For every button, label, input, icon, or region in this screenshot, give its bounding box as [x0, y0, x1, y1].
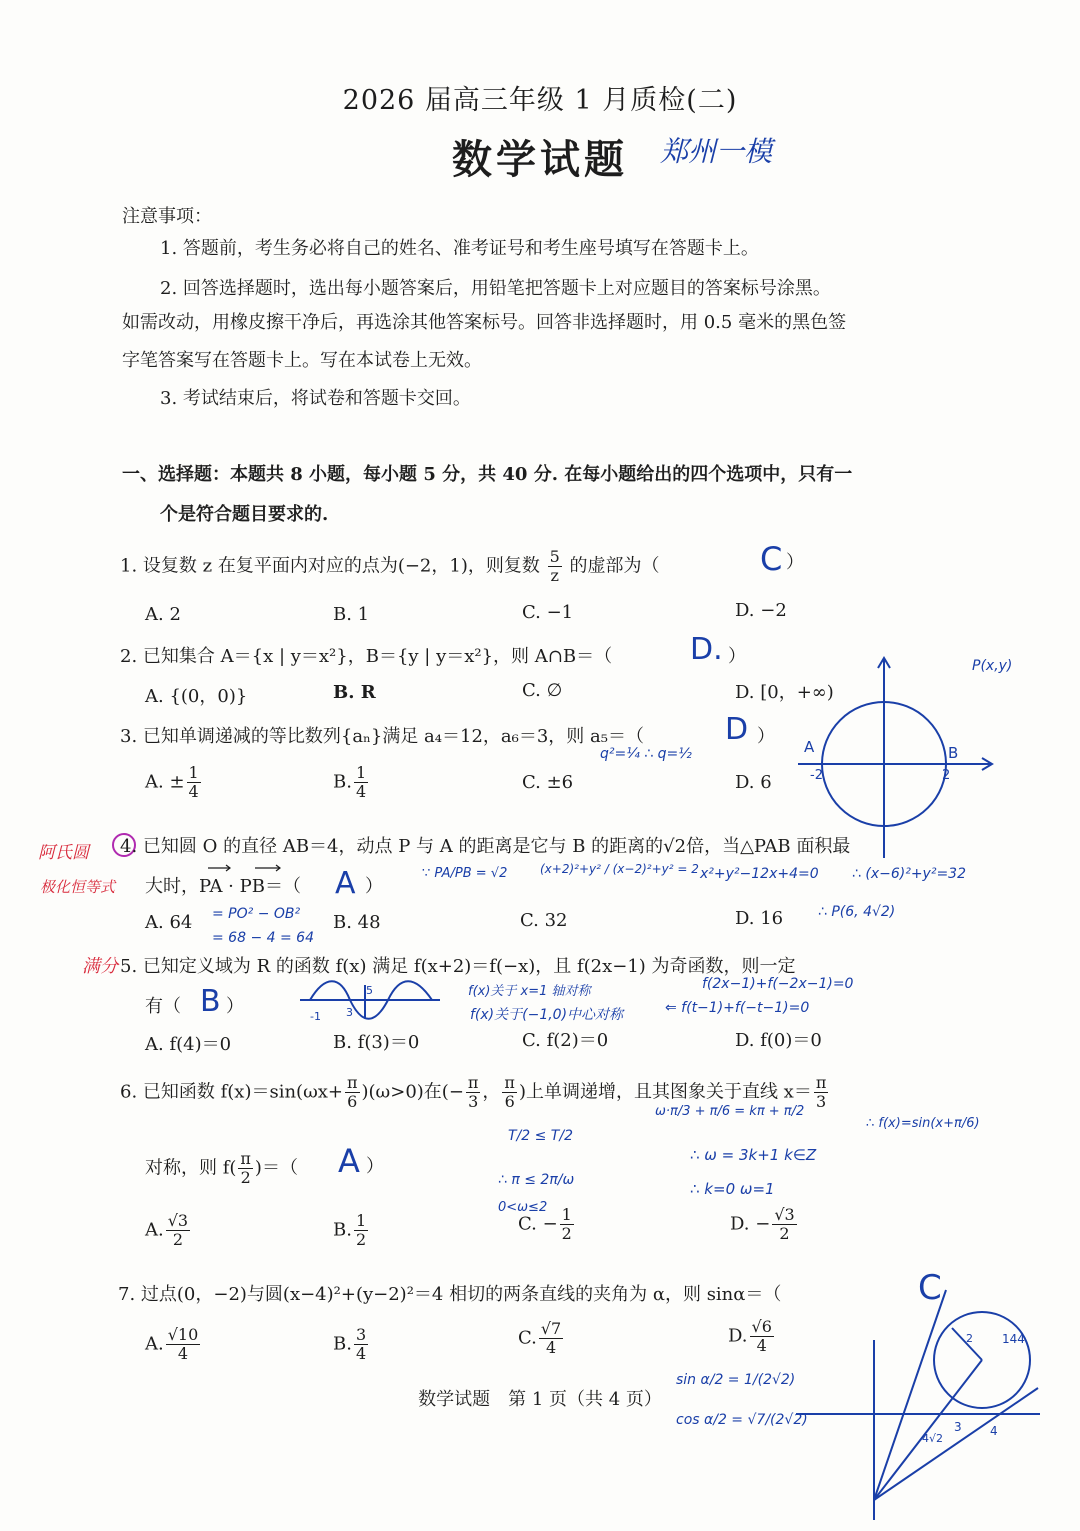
q1-paren-close: ） — [786, 552, 804, 573]
tangent-label-2: 2 — [966, 1332, 973, 1345]
q6-frac-pi6b-num: π — [504, 1073, 515, 1092]
tangent-label-4rt2: 4√2 — [922, 1432, 944, 1445]
q6-option-a-den: 2 — [172, 1230, 184, 1249]
q6-frac-pi6-den: 6 — [347, 1092, 358, 1111]
q3-option-a-prefix: A. ± — [145, 771, 185, 793]
q3-option-d: D. 6 — [735, 772, 772, 793]
q5-answer: B — [200, 984, 221, 1019]
q6-option-b-den: 2 — [355, 1230, 367, 1249]
q6-work-1: ω·π/3 + π/6 = kπ + π/2 — [655, 1104, 805, 1119]
section-heading: 一、选择题：本题共 8 小题，每小题 5 分，共 40 分. 在每小题给出的四个选项中，只有一 — [122, 464, 853, 485]
q4-paren-close: ） — [365, 876, 383, 897]
exam-title: 数学试题 — [452, 136, 628, 183]
q6-line2b: )＝（ — [254, 1157, 298, 1179]
q6-option-d-den: 2 — [779, 1224, 790, 1243]
q6-frac-pi3b-den: 3 — [816, 1092, 827, 1111]
q3-option-b-num: 1 — [355, 763, 367, 782]
q5-work-3: f(2x−1)+f(−2x−1)=0 — [702, 976, 854, 992]
q6-work-7: ∴ f(x)=sin(x+π/6) — [866, 1116, 980, 1131]
q6-option-b-num: 1 — [355, 1211, 367, 1230]
q2-option-d: D. [0，+∞) — [735, 682, 834, 703]
tangent-label-14: 144 — [1002, 1332, 1025, 1346]
q1-option-b: B. 1 — [333, 604, 370, 625]
q1-stem-a: 1. 设复数 z 在复平面内对应的点为(−2，1)，则复数 — [120, 555, 540, 577]
q7-answer: C — [918, 1268, 942, 1308]
q1-answer: C — [760, 540, 783, 578]
q4-work-2: (x+2)²+y² / (x−2)²+y² = 2 — [540, 862, 699, 876]
q3-option-a-den: 4 — [188, 782, 199, 801]
q1-option-c: C. −1 — [522, 602, 574, 623]
q4-work-6: = PO² − OB² — [212, 906, 301, 922]
q3-option-c: C. ±6 — [522, 772, 574, 793]
q1-option-a: A. 2 — [145, 604, 181, 625]
q6-option-b-prefix: B. — [333, 1219, 352, 1241]
q5-sketch-label-1: -1 — [310, 1010, 321, 1023]
q4-margin-note-1: 阿氏圆 — [38, 843, 89, 863]
q3-paren-close: ） — [757, 726, 775, 747]
q4-work-4: ∴ (x−6)²+y²=32 — [852, 866, 966, 882]
question-5: 5. 已知定义域为 R 的函数 f(x) 满足 f(x+2)＝f(−x)，且 f(2x−1) 为奇函数，则一定 — [120, 956, 796, 977]
q7-option-d-num: √6 — [751, 1317, 772, 1336]
q2-paren-close: ） — [728, 646, 746, 667]
q5-work-4: ⇐ f(t−1)+f(−t−1)=0 — [665, 1000, 810, 1016]
q6-stem-b: )(ω>0)在(− — [361, 1081, 464, 1103]
q4-option-c: C. 32 — [520, 910, 568, 931]
q5-paren-close: ） — [226, 996, 244, 1017]
q1-frac-num: 5 — [549, 547, 560, 566]
q6-stem-c: ， — [482, 1081, 501, 1103]
question-4-cont: 大时，PA · PB＝（ — [145, 876, 301, 897]
q6-work-2: ∴ ω = 3k+1 k∈Z — [690, 1146, 817, 1164]
q4-margin-note-2: 极化恒等式 — [40, 878, 116, 896]
q7-work-2: cos α/2 = √7/(2√2) — [676, 1412, 808, 1428]
q6-option-c-den: 2 — [561, 1224, 572, 1243]
question-5-cont: 有（ — [145, 996, 181, 1017]
q2-option-a: A. {(0，0)} — [145, 686, 248, 707]
q5-option-d: D. f(0)＝0 — [735, 1030, 822, 1051]
q3-answer: D — [725, 712, 749, 747]
q6-paren-close: ） — [366, 1156, 384, 1177]
q6-stem-a: 6. 已知函数 f(x)＝sin(ωx+ — [120, 1081, 343, 1103]
q4-work-3: x²+y²−12x+4=0 — [700, 866, 819, 882]
q7-option-b-prefix: B. — [333, 1333, 352, 1355]
q2-option-b: B. R — [333, 682, 376, 703]
q5-work-2: f(x)关于(−1,0)中心对称 — [470, 1007, 624, 1023]
q4-work-5: ∴ P(6, 4√2) — [818, 904, 896, 920]
q7-option-c-num: √7 — [540, 1319, 562, 1338]
sketch-label-a: A — [804, 738, 815, 756]
note-item-2: 2. 回答选择题时，选出每小题答案后，用铅笔把答题卡上对应题目的答案标号涂黑。 — [160, 278, 831, 299]
q6-frac-pi6b-den: 6 — [504, 1092, 515, 1111]
q5-sketch-label-3: 3 — [346, 1006, 353, 1019]
sketch-label-neg2: -2 — [810, 768, 823, 783]
tangent-label-3: 3 — [954, 1420, 962, 1434]
page-footer: 数学试题 第 1 页（共 4 页） — [418, 1389, 662, 1410]
handwritten-tag: 郑州一模 — [660, 135, 773, 168]
q4-option-b: B. 48 — [333, 912, 381, 933]
q3-option-b-den: 4 — [355, 782, 367, 801]
q6-option-c-num: 1 — [561, 1205, 572, 1224]
q6-option-d-prefix: D. − — [730, 1213, 771, 1235]
q7-option-d-prefix: D. — [728, 1325, 748, 1347]
q6-line2: 对称，则 f( — [145, 1157, 237, 1179]
q5-work-1: f(x)关于 x=1 轴对称 — [468, 984, 591, 999]
q3-option-b-prefix: B. — [333, 771, 352, 793]
q2-option-c: C. ∅ — [522, 680, 563, 701]
q4-answer: A — [335, 866, 356, 901]
q6-work-3: ∴ k=0 ω=1 — [690, 1180, 775, 1198]
q4-option-a: A. 64 — [145, 912, 193, 933]
q6-work-6: 0<ω≤2 — [498, 1200, 548, 1215]
note-item-2-cont: 如需改动，用橡皮擦干净后，再选涂其他答案标号。回答非选择题时，用 0.5 毫米的黑色签 — [122, 312, 847, 333]
sketch-label-b: B — [948, 744, 959, 762]
note-item-1: 1. 答题前，考生务必将自己的姓名、准考证号和考生座号填写在答题卡上。 — [160, 238, 759, 259]
notes-title: 注意事项： — [122, 206, 212, 227]
q6-frac-pi2-den: 2 — [240, 1168, 251, 1187]
q4-work-1: ∵ PA/PB = √2 — [422, 866, 508, 881]
tangent-label-4: 4 — [990, 1424, 998, 1438]
q7-option-a-prefix: A. — [145, 1333, 164, 1355]
q6-frac-pi6-num: π — [347, 1073, 358, 1092]
sketch-label-point: P(x,y) — [972, 658, 1013, 674]
q6-answer: A — [338, 1142, 360, 1180]
q7-work-1: sin α/2 = 1/(2√2) — [676, 1372, 796, 1388]
q4-work-7: = 68 − 4 = 64 — [212, 930, 314, 946]
question-2: 2. 已知集合 A＝{x | y＝x²}，B＝{y | y＝x²}，则 A∩B＝（ — [120, 646, 613, 667]
q7-option-b-den: 4 — [355, 1344, 367, 1363]
q6-frac-pi3b-num: π — [815, 1073, 827, 1092]
q6-frac-pi2-num: π — [240, 1149, 251, 1168]
note-item-3: 3. 考试结束后，将试卷和答题卡交回。 — [160, 388, 471, 409]
q3-option-a-num: 1 — [188, 763, 199, 782]
q7-option-a-den: 4 — [177, 1344, 189, 1363]
q5-option-a: A. f(4)＝0 — [145, 1034, 232, 1055]
question-7: 7. 过点(0，−2)与圆(x−4)²+(y−2)²＝4 相切的两条直线的夹角为 α，则 sinα＝（ — [118, 1284, 782, 1305]
q5-margin-note: 满分 — [82, 956, 118, 977]
q5-sketch-label-5: 5 — [366, 984, 373, 997]
q1-option-d: D. −2 — [735, 600, 787, 621]
q6-frac-pi3-num: π — [467, 1073, 479, 1092]
q2-answer: D. — [690, 632, 723, 667]
q7-option-c-prefix: C. — [518, 1327, 537, 1349]
q6-work-4: T/2 ≤ T/2 — [508, 1128, 573, 1144]
q7-option-a-num: √10 — [167, 1325, 199, 1344]
q6-option-a-prefix: A. — [145, 1219, 164, 1241]
q7-option-d-den: 4 — [756, 1336, 767, 1355]
q5-option-b: B. f(3)＝0 — [333, 1032, 420, 1053]
q1-stem-b: 的虚部为（ — [569, 555, 660, 577]
q6-option-d-num: √3 — [774, 1205, 795, 1224]
q4-option-d: D. 16 — [735, 908, 784, 929]
q5-option-c: C. f(2)＝0 — [522, 1030, 609, 1051]
q1-frac-den: z — [550, 566, 559, 585]
q7-option-c-den: 4 — [545, 1338, 557, 1357]
q7-option-b-num: 3 — [355, 1325, 367, 1344]
section-heading-cont: 个是符合题目要求的. — [160, 504, 329, 525]
q6-option-c-prefix: C. − — [518, 1213, 558, 1235]
tangent-center-line — [874, 1360, 982, 1500]
question-3: 3. 已知单调递减的等比数列{aₙ}满足 a₄＝12，a₆＝3，则 a₅＝（ — [120, 726, 644, 747]
note-item-2-cont2: 字笔答案写在答题卡上。写在本试卷上无效。 — [122, 350, 482, 371]
q6-frac-pi3-den: 3 — [468, 1092, 479, 1111]
q3-handwritten-work: q²=¼ ∴ q=½ — [600, 746, 692, 762]
q6-option-a-num: √3 — [167, 1211, 189, 1230]
sketch-label-2: 2 — [942, 768, 951, 783]
q6-stem-d: )上单调递增，且其图象关于直线 x＝ — [518, 1081, 812, 1103]
q6-work-5: ∴ π ≤ 2π/ω — [498, 1172, 575, 1188]
exam-title-line1: 2026 届高三年级 1 月质检(二) — [342, 85, 738, 116]
question-4: 4. 已知圆 O 的直径 AB＝4，动点 P 与 A 的距离是它与 B 的距离的√2倍，当△PAB 面积最 — [120, 836, 851, 857]
